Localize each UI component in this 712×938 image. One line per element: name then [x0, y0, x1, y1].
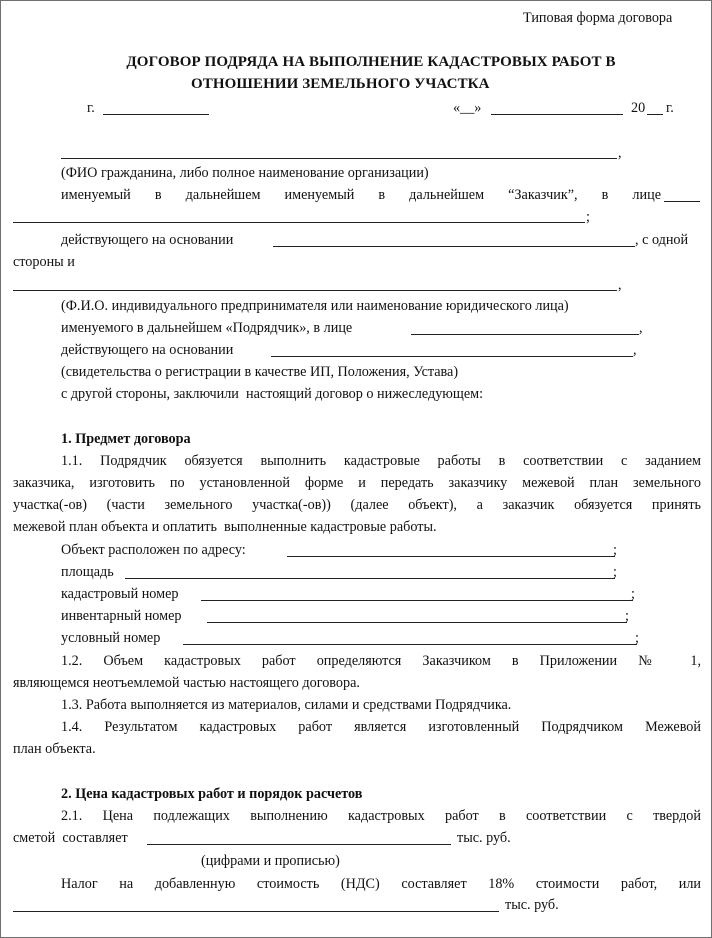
customer-basis-label: действующего на основании — [61, 232, 234, 248]
p11-line-2: заказчика, изготовить по установленной форме и передать заказчику межевой план земельного — [13, 475, 701, 491]
contractor-basis-label: действующего на основании — [61, 342, 234, 358]
contractor-basis-comma: , — [633, 342, 637, 358]
contractor-basis-blank[interactable] — [271, 356, 633, 357]
p21-line-2-suffix: тыс. руб. — [457, 830, 511, 846]
date-year-blank[interactable] — [647, 114, 663, 115]
inventory-label: инвентарный номер — [61, 608, 182, 624]
amount-hint: (цифрами и прописью) — [201, 853, 340, 869]
p11-line-4: межевой план объекта и оплатить выполненные кадастровые работы. — [13, 519, 437, 535]
date-day: «__» — [453, 100, 482, 116]
address-semicolon: ; — [613, 542, 617, 558]
contractor-rep-blank[interactable] — [411, 334, 639, 335]
date-month-blank[interactable] — [491, 114, 623, 115]
title-line-1: ДОГОВОР ПОДРЯДА НА ВЫПОЛНЕНИЕ КАДАСТРОВЫХ РАБОТ В — [126, 54, 616, 70]
area-label: площадь — [61, 564, 114, 580]
vat-suffix: тыс. руб. — [505, 897, 559, 913]
city-blank[interactable] — [103, 114, 209, 115]
inventory-semicolon: ; — [625, 608, 629, 624]
customer-side-end: , с одной — [635, 232, 689, 248]
customer-rep-blank-a[interactable] — [664, 201, 700, 202]
conditional-label: условный номер — [61, 630, 161, 646]
customer-name-hint: (ФИО гражданина, либо полное наименование организации) — [61, 165, 429, 181]
p12-line-2: являющемся неотъемлемой частью настоящего договора. — [13, 675, 360, 691]
p14-line-2: план объекта. — [13, 741, 96, 757]
cadastral-blank[interactable] — [201, 600, 633, 601]
customer-basis-blank[interactable] — [273, 246, 635, 247]
cadastral-semicolon: ; — [631, 586, 635, 602]
customer-name-comma: , — [618, 145, 622, 161]
agreement-line: с другой стороны, заключили настоящий договор о нижеследующем: — [61, 386, 484, 402]
area-semicolon: ; — [613, 564, 617, 580]
section-2-heading: 2. Цена кадастровых работ и порядок расчетов — [61, 786, 363, 802]
inventory-blank[interactable] — [207, 622, 627, 623]
contractor-basis-hint: (свидетельства о регистрации в качестве ИП, Положения, Устава) — [61, 364, 459, 380]
title-line-2: ОТНОШЕНИИ ЗЕМЕЛЬНОГО УЧАСТКА — [191, 76, 490, 92]
p21-line-1: 2.1. Цена подлежащих выполнению кадастровых работ в соответствии с твердой — [61, 808, 701, 824]
p14-line-1: 1.4. Результатом кадастровых работ является изготовленный Подрядчиком Межевой — [61, 719, 701, 735]
contractor-named-label: именуемого в дальнейшем «Подрядчик», в лице — [61, 320, 353, 336]
contractor-name-blank[interactable] — [13, 290, 617, 291]
date-year-suffix: г. — [666, 100, 674, 116]
customer-rep-comma: ; — [586, 209, 590, 225]
date-year-prefix: 20 — [631, 100, 646, 116]
vat-line: Налог на добавленную стоимость (НДС) составляет 18% стоимости работ, или — [61, 876, 701, 892]
contractor-name-comma: , — [618, 277, 622, 293]
address-label: Объект расположен по адресу: — [61, 542, 246, 558]
p13: 1.3. Работа выполняется из материалов, силами и средствами Подрядчика. — [61, 697, 512, 713]
customer-rep-blank-b[interactable] — [13, 222, 585, 223]
p11-line-3: участка(-ов) (части земельного участка(-ов)) (далее объект), а заказчик обязуется принять — [13, 497, 701, 513]
customer-name-blank[interactable] — [61, 158, 617, 159]
conditional-semicolon: ; — [635, 630, 639, 646]
customer-named-line: именуемый в дальнейшем именуемый в дальнейшем “Заказчик”, в лице — [61, 187, 661, 203]
section-1-heading: 1. Предмет договора — [61, 431, 191, 447]
contractor-rep-comma: , — [639, 320, 643, 336]
p12-line-1: 1.2. Объем кадастровых работ определяются Заказчиком в Приложении № 1, — [61, 653, 701, 669]
cadastral-label: кадастровый номер — [61, 586, 179, 602]
price-blank[interactable] — [147, 844, 451, 845]
conditional-blank[interactable] — [183, 644, 637, 645]
area-blank[interactable] — [125, 578, 615, 579]
vat-blank[interactable] — [13, 911, 499, 912]
contractor-name-hint: (Ф.И.О. индивидуального предпринимателя или наименование юридического лица) — [61, 298, 569, 314]
p21-line-2-prefix: сметой составляет — [13, 830, 128, 846]
customer-side-cont: стороны и — [13, 254, 75, 270]
address-blank[interactable] — [287, 556, 615, 557]
city-prefix: г. — [87, 100, 95, 116]
p11-line-1: 1.1. Подрядчик обязуется выполнить кадастровые работы в соответствии с заданием — [61, 453, 701, 469]
form-type-label: Типовая форма договора — [523, 10, 673, 26]
